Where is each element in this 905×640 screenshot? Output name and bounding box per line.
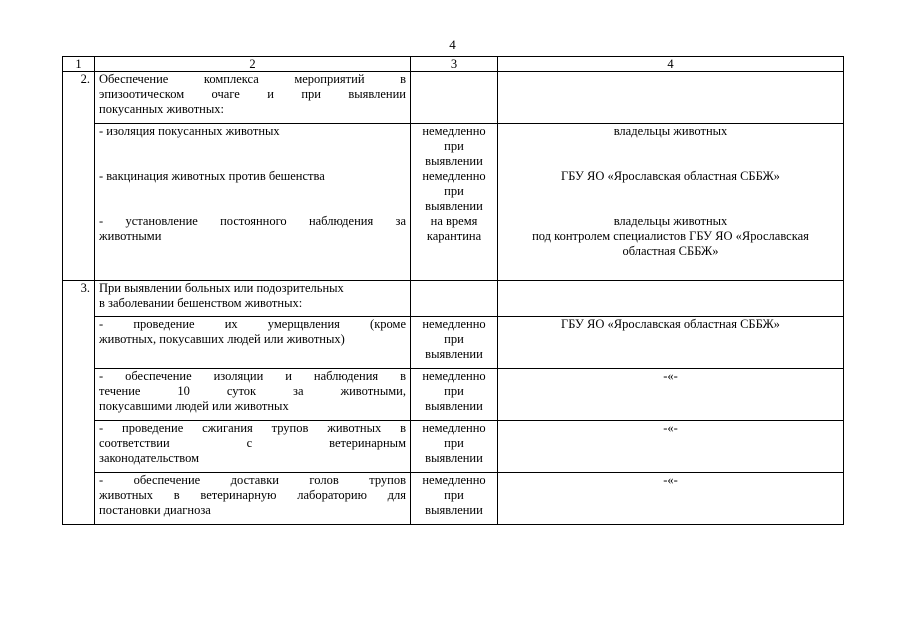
section-title (95, 72, 411, 124)
measure-description (95, 317, 411, 369)
text-line: под контролем специалистов ГБУ ЯО «Ярославская (532, 229, 809, 243)
table-header-row (63, 57, 844, 72)
text-line: выявлении (425, 154, 483, 168)
text-line: карантина (426, 229, 482, 243)
measures-list (95, 124, 411, 281)
table-row (63, 421, 844, 473)
column-header: 1 (63, 57, 95, 72)
timing-list (411, 124, 498, 281)
column-header: 2 (95, 57, 411, 72)
text-line: немедленно (422, 473, 486, 487)
measure-responsible (498, 473, 844, 525)
text-line: при (444, 332, 464, 346)
table-row (63, 281, 844, 317)
table-row (63, 72, 844, 124)
page-number: 4 (449, 37, 456, 52)
text-line: владельцы животных (613, 214, 728, 228)
text-line: постановки диагноза (99, 503, 211, 517)
section-title (95, 281, 411, 317)
measure-responsible (498, 317, 844, 369)
text-line: при (444, 436, 464, 450)
table-row (63, 473, 844, 525)
text-line: - обеспечение изоляции и наблюдения в (99, 369, 406, 383)
row-number: 3. (63, 281, 95, 525)
text-line: - проведение сжигания трупов животных в (99, 421, 406, 435)
text-line: немедленно (422, 317, 486, 331)
text-line: - обеспечение доставки голов трупов (99, 473, 406, 487)
text-line: соответствии с ветеринарным (99, 436, 406, 450)
text-line: выявлении (425, 199, 483, 213)
table-row (63, 369, 844, 421)
text-line: при (444, 139, 464, 153)
table-row (63, 124, 844, 281)
text-line: на время (430, 214, 478, 228)
measure-timing (411, 421, 498, 473)
text-line: областная СББЖ» (622, 244, 719, 258)
text-line: покусанных животных: (99, 102, 224, 116)
text-line: законодательством (99, 451, 200, 465)
text-line: немедленно (422, 369, 486, 383)
empty-cell (411, 281, 498, 317)
measure-timing (411, 473, 498, 525)
empty-cell (411, 72, 498, 124)
text-line: Обеспечение комплекса мероприятий в (99, 72, 406, 86)
measure-timing (411, 369, 498, 421)
measure-responsible (498, 369, 844, 421)
table-row (63, 317, 844, 369)
text-line: При выявлении больных или подозрительных (99, 281, 344, 295)
text-line: владельцы животных (613, 124, 728, 138)
row-number: 2. (63, 72, 95, 281)
text-line: -«- (663, 369, 678, 383)
column-header: 3 (411, 57, 498, 72)
text-line: - вакцинация животных против бешенства (99, 169, 325, 183)
measures-table (62, 56, 844, 525)
text-line: животных, покусавших людей или животных) (99, 332, 345, 346)
text-line: немедленно (422, 169, 486, 183)
measure-timing (411, 317, 498, 369)
text-line: течение 10 суток за животными, (99, 384, 406, 398)
measure-description (95, 421, 411, 473)
text-line: -«- (663, 421, 678, 435)
text-line: - изоляция покусанных животных (99, 124, 280, 138)
text-line: выявлении (425, 451, 483, 465)
text-line: ГБУ ЯО «Ярославская областная СББЖ» (561, 169, 780, 183)
text-line: животными (99, 229, 162, 243)
text-line: эпизоотическом очаге и при выявлении (99, 87, 406, 101)
text-line: немедленно (422, 124, 486, 138)
measure-description (95, 473, 411, 525)
text-line: -«- (663, 473, 678, 487)
text-line: покусавшими людей или животных (99, 399, 289, 413)
text-line: немедленно (422, 421, 486, 435)
text-line: выявлении (425, 399, 483, 413)
column-header: 4 (498, 57, 844, 72)
text-line: при (444, 488, 464, 502)
measure-description (95, 369, 411, 421)
empty-cell (498, 281, 844, 317)
text-line: - установление постоянного наблюдения за (99, 214, 406, 228)
text-line: при (444, 184, 464, 198)
responsible-list (498, 124, 844, 281)
text-line: выявлении (425, 503, 483, 517)
text-line: ГБУ ЯО «Ярославская областная СББЖ» (561, 317, 780, 331)
text-line: в заболевании бешенством животных: (99, 296, 303, 310)
text-line: при (444, 384, 464, 398)
empty-cell (498, 72, 844, 124)
text-line: животных в ветеринарную лабораторию для (99, 488, 406, 502)
text-line: - проведение их умерщвления (кроме (99, 317, 406, 331)
text-line: выявлении (425, 347, 483, 361)
measure-responsible (498, 421, 844, 473)
